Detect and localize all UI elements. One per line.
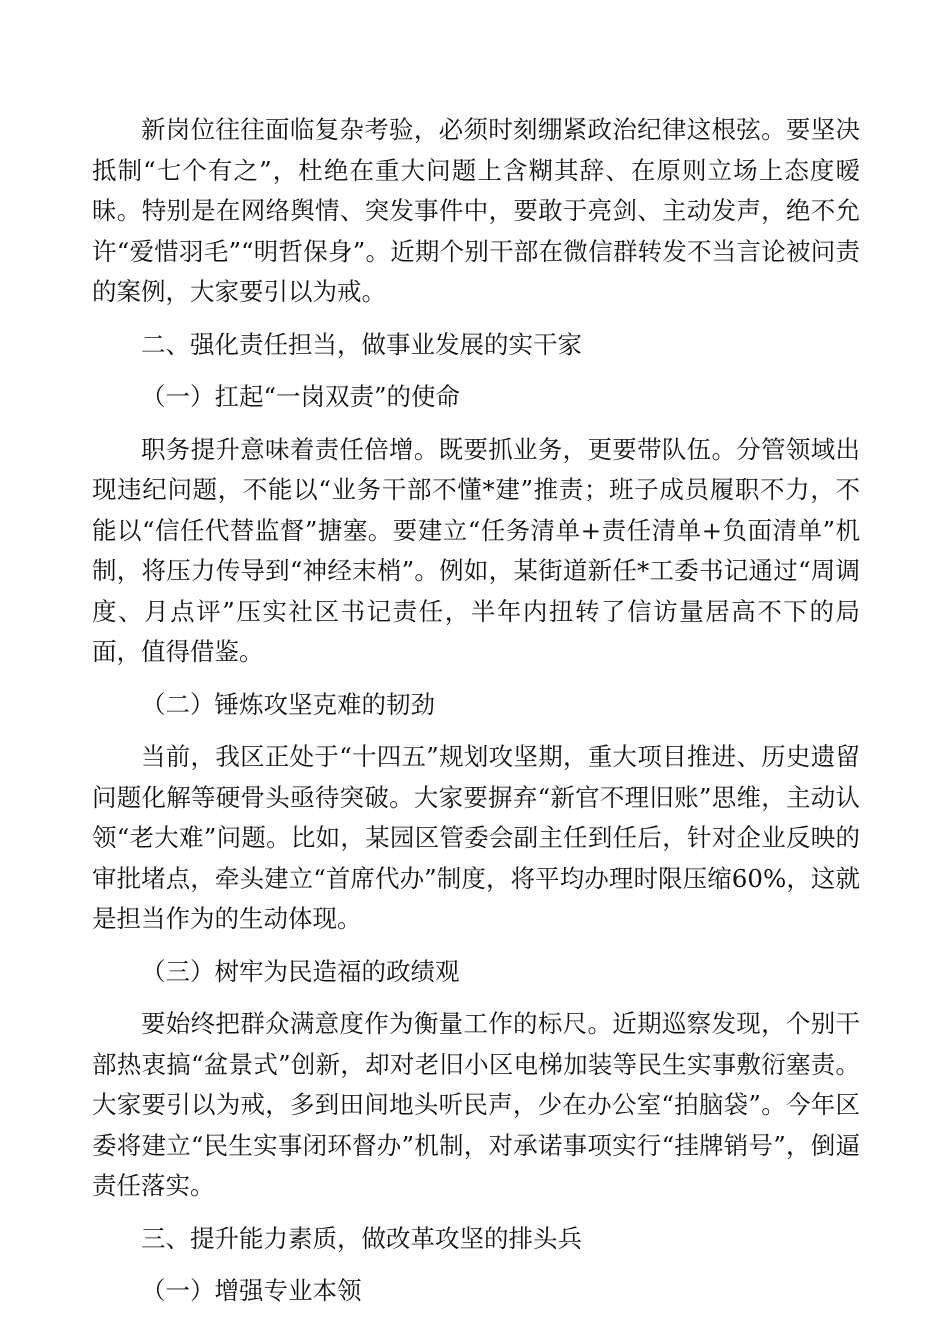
document-page: [92, 110, 860, 1324]
paragraph-political-discipline: 新岗位往往面临复杂考验，必须时刻绷紧政治纪律这根弦。要坚决抵制“七个有之”，杜绝在重大问题上含糊其辞、在原则立场上态度暧昧。特别是在网络舆情、突发事件中，要敢于亮剑、主动发声，绝不允许“爱惜羽毛”“明哲保身”。近期个别干部在微信群转发不当言论被问责的案例，大家要引以为戒。: [92, 115, 860, 306]
section-heading-3: 三、提升能力素质，做改革攻坚的排头兵: [141, 1223, 582, 1253]
subsection-heading-3-1: （一）增强专业本领: [141, 1276, 362, 1305]
paragraph-tackling-difficulties: 当前，我区正处于“十四五”规划攻坚期，重大项目推进、历史遗留问题化解等硬骨头亟待突破。大家要摒弃“新官不理旧账”思维，主动认领“老大难”问题。比如，某园区管委会副主任到任后，针对企业反映的审批堵点，牵头建立“首席代办”制度，将平均办理时限压缩60%，这就是担当作为的生动体现。: [92, 742, 860, 933]
subsection-heading-2-3: （三）树牢为民造福的政绩观: [141, 956, 460, 986]
subsection-heading-2-2: （二）锤炼攻坚克难的韧劲: [141, 689, 435, 719]
paragraph-people-welfare: 要始终把群众满意度作为衡量工作的标尺。近期巡察发现，个别干部热衷搞“盆景式”创新，却对老旧小区电梯加装等民生实事敷衍塞责。大家要引以为戒，多到田间地头听民声，少在办公室“拍脑袋”。今年区委将建立“民生实事闭环督办”机制，对承诺事项实行“挂牌销号”，倒逼责任落实。: [92, 1009, 860, 1200]
subsection-heading-2-1: （一）扛起“一岗双责”的使命: [141, 382, 461, 411]
paragraph-responsibility: 职务提升意味着责任倍增。既要抓业务，更要带队伍。分管领域出现违纪问题，不能以“业务干部不懂*建”推责；班子成员履职不力，不能以“信任代替监督”搪塞。要建立“任务清单+责任清单+负面清单”机制，将压力传导到“神经末梢”。例如，某街道新任*工委书记通过“周调度、月点评”压实社区书记责任，半年内扭转了信访量居高不下的局面，值得借鉴。: [92, 434, 860, 666]
section-heading-2: 二、强化责任担当，做事业发展的实干家: [141, 329, 582, 359]
